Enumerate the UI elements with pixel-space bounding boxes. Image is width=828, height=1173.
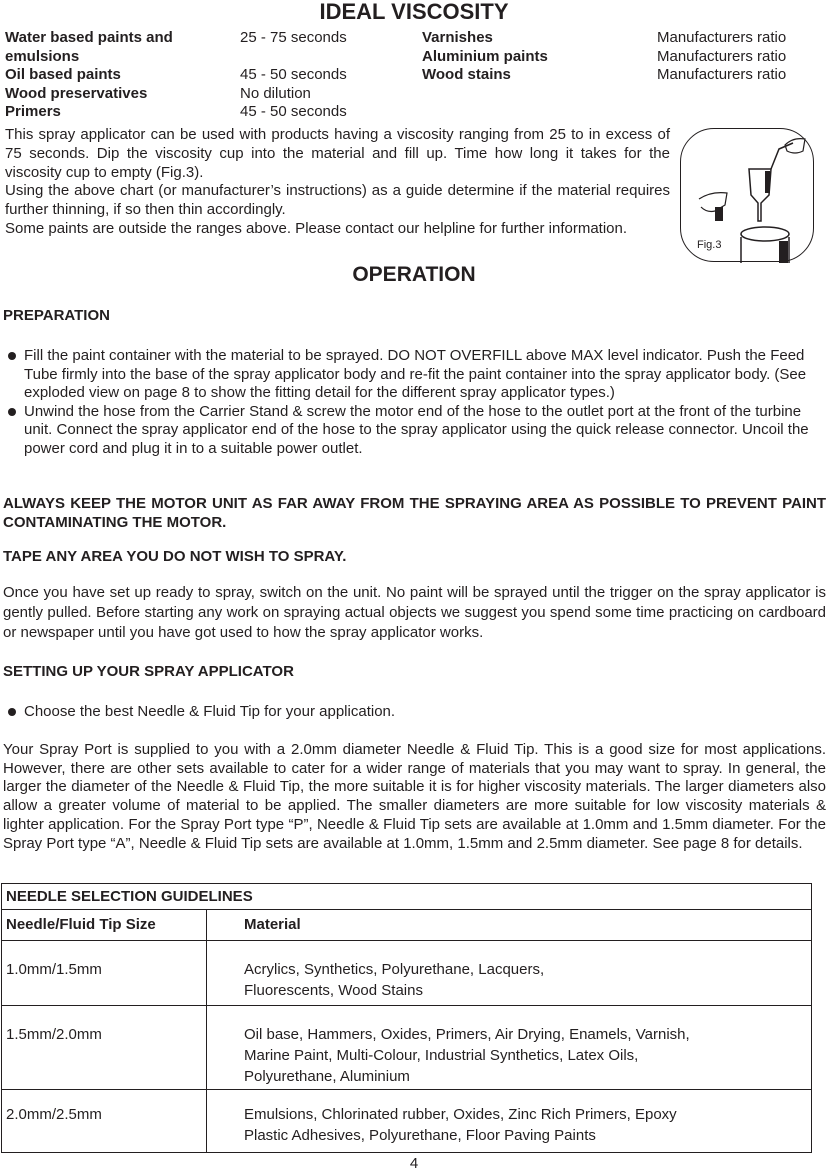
table-row <box>2 1006 812 1090</box>
material: Varnishes <box>422 29 493 46</box>
tip-size: 1.0mm/1.5mm <box>2 941 207 1006</box>
paragraph: This spray applicator can be used with products having a viscosity ranging from 25 to in excess of 75 seconds. Dip the viscosity cup into the material and fill up. Time how long it takes for the viscosity cup to empty (Fig.3). <box>5 126 670 181</box>
time: 45 - 50 seconds <box>240 66 347 84</box>
setting-heading: SETTING UP YOUR SPRAY APPLICATOR <box>3 663 294 680</box>
table-row <box>2 941 812 1006</box>
material: Oil based paints <box>5 66 121 84</box>
viscosity-row <box>5 48 825 67</box>
time: 45 - 50 seconds <box>240 103 347 121</box>
tape-warning: TAPE ANY AREA YOU DO NOT WISH TO SPRAY. <box>3 548 347 565</box>
item-text: Unwind the hose from the Carrier Stand & screw the motor end of the hose to the outlet port at the front of the turbine unit. Connect the spray applicator end of the hose to the spray applicator using the quick release connector. Uncoil the power cord and plug it in to a suitable power outlet. <box>24 402 809 457</box>
operation-title: OPERATION <box>352 263 476 286</box>
setting-list <box>3 703 826 722</box>
material: Aluminium paints <box>422 47 548 65</box>
material-line: Emulsions, Chlorinated rubber, Oxides, Zinc Rich Primers, Epoxy <box>244 1106 677 1123</box>
ratio: Manufacturers ratio <box>657 47 787 65</box>
table-title: NEEDLE SELECTION GUIDELINES <box>2 884 812 910</box>
figure-label: Fig.3 <box>697 239 722 251</box>
tip-size: 2.0mm/2.5mm <box>2 1090 207 1153</box>
ideal-viscosity-title: IDEAL VISCOSITY <box>319 0 509 24</box>
time: 25 - 75 seconds <box>240 29 347 46</box>
ratio: Manufacturers ratio <box>657 66 787 84</box>
material: Wood stains <box>422 66 511 84</box>
list-item <box>3 403 826 459</box>
item-text: Choose the best Needle & Fluid Tip for your application. <box>24 703 396 720</box>
material-line: Fluorescents, Wood Stains <box>244 982 423 999</box>
list-item <box>3 347 826 403</box>
viscosity-row <box>5 29 825 48</box>
viscosity-row <box>5 103 825 122</box>
list-item <box>3 703 826 722</box>
needle-selection-table <box>1 883 812 1153</box>
item-text: Fill the paint container with the material to be sprayed. DO NOT OVERFILL above MAX level indicator. Push the Feed Tube firmly into the base of the spray applicator body and re-fit the paint container into the spray applicator body. (See exploded view on page 8 to show the fitting detail for the different spray applicator types.) <box>24 347 807 402</box>
material-line: Marine Paint, Multi-Colour, Industrial Synthetics, Latex Oils, <box>244 1047 639 1064</box>
material: Wood preservatives <box>5 84 148 102</box>
material-line: Oil base, Hammers, Oxides, Primers, Air Drying, Enamels, Varnish, <box>244 1026 690 1043</box>
bullet-icon <box>8 708 16 716</box>
column-header: Needle/Fluid Tip Size <box>2 910 207 941</box>
bullet-icon <box>8 352 16 360</box>
table-row <box>2 1090 812 1153</box>
time: No dilution <box>240 84 311 102</box>
needle-paragraph: Your Spray Port is supplied to you with a 2.0mm diameter Needle & Fluid Tip. This is a good size for most applications. However, there are other sets available to cater for a wider range of materials that you may want to spray. In general, the larger the diameter of the Needle & Fluid Tip, the more suitable it is for higher viscosity materials. The larger diameters also allow a greater volume of material to be applied. The smaller diameters are more suitable for low viscosity materials & lighter application. For the Spray Port type “P”, Needle & Fluid Tip sets are available at 1.0mm and 1.5mm diameter. For the Spray Port type “A”, Needle & Fluid Tip sets are available at 1.0mm, 1.5mm and 2.5mm diameter. See page 8 for details. <box>3 741 826 852</box>
paragraph: Some paints are outside the ranges above. Please contact our helpline for further information. <box>5 219 628 237</box>
bullet-icon <box>8 408 16 416</box>
setup-paragraph: Once you have set up ready to spray, switch on the unit. No paint will be sprayed until the trigger on the spray applicator is gently pulled. Before starting any work on spraying actual objects we suggest you spend some time practicing on cardboard or newspaper until you have got used to how the spray applicator works. <box>3 584 826 641</box>
page-number: 4 <box>409 1155 419 1172</box>
tip-size: 1.5mm/2.0mm <box>2 1006 207 1090</box>
material-line: Polyurethane, Aluminium <box>244 1068 410 1085</box>
ratio: Manufacturers ratio <box>657 29 787 46</box>
viscosity-row <box>5 85 825 104</box>
material: emulsions <box>5 47 80 65</box>
preparation-list <box>3 347 826 459</box>
time <box>240 48 422 67</box>
motor-warning: ALWAYS KEEP THE MOTOR UNIT AS FAR AWAY FROM THE SPRAYING AREA AS POSSIBLE TO PREVENT PAINT CONTAMINATING THE MOTOR. <box>3 495 826 531</box>
viscosity-table <box>5 29 825 122</box>
column-header: Material <box>207 910 812 941</box>
preparation-heading: PREPARATION <box>3 307 110 324</box>
viscosity-row <box>5 66 825 85</box>
figure-3-viscosity-cup <box>680 128 814 262</box>
material-line: Plastic Adhesives, Polyurethane, Floor Paving Paints <box>244 1127 596 1144</box>
material: Water based paints and <box>5 29 173 46</box>
material-line: Acrylics, Synthetics, Polyurethane, Lacquers, <box>244 961 545 978</box>
paragraph: Using the above chart (or manufacturer’s instructions) as a guide determine if the material requires further thinning, if so then thin accordingly. <box>5 182 670 219</box>
intro-text <box>5 126 670 239</box>
material: Primers <box>5 103 61 121</box>
